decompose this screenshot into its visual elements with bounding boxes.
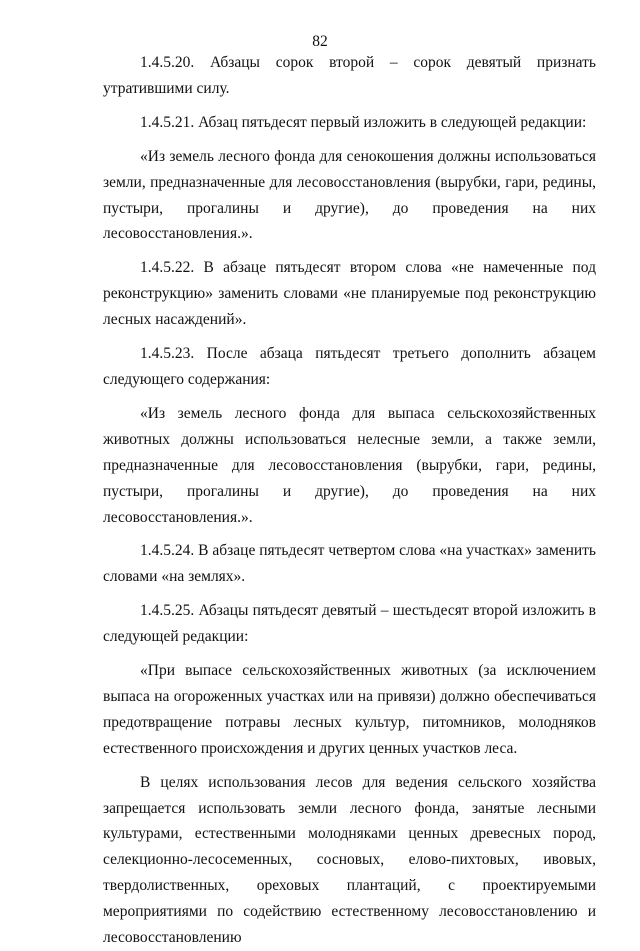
quoted-paragraph-haymaking: «Из земель лесного фонда для сенокошения должны использоваться земли, предназначенные для лесовосстановления (вырубки, гари, редины, пустыри, прогалины и другие), до проведения на них лесовосстановления.». xyxy=(103,147,596,243)
paragraph-agriculture-restrictions: В целях использования лесов для ведения сельского хозяйства запрещается использовать земли лесного фонда, занятые лесными культурами, естественными молодняками ценных древесных пород, селекционно-лесосеменных, сосновых, елово-пихтовых, ивовых, твердолиственных, ореховых плантаций, с проектируемыми мероприятиями по содействию естественному лесовосстановлению и лесовосстановлению xyxy=(103,773,596,947)
paragraph-1-4-5-22: 1.4.5.22. В абзаце пятьдесят втором слова «не намеченные под реконструкцию» заменить словами «не планируемые под реконструкцию лесных насаждений». xyxy=(103,259,596,329)
paragraph-1-4-5-23: 1.4.5.23. После абзаца пятьдесят третьего дополнить абзацем следующего содержания: xyxy=(103,345,596,388)
paragraph-1-4-5-21: 1.4.5.21. Абзац пятьдесят первый изложить в следующей редакции: xyxy=(140,113,587,131)
paragraph-1-4-5-20: 1.4.5.20. Абзацы сорок второй – сорок девятый признать утратившими силу. xyxy=(103,54,596,97)
page-number: 82 xyxy=(312,33,328,50)
quoted-paragraph-grazing: «Из земель лесного фонда для выпаса сельскохозяйственных животных должны использоваться нелесные земли, а также земли, предназначенные для лесовосстановления (вырубки, гари, редины, пустыри, прогалины и другие), до проведения на них лесовосстановления.». xyxy=(103,404,596,526)
paragraph-1-4-5-24: 1.4.5.24. В абзаце пятьдесят четвертом слова «на участках» заменить словами «на землях». xyxy=(103,542,596,586)
document-body xyxy=(103,50,596,951)
paragraph-1-4-5-25: 1.4.5.25. Абзацы пятьдесят девятый – шестьдесят второй изложить в следующей редакции: xyxy=(103,602,596,646)
quoted-paragraph-grazing-protection: «При выпасе сельскохозяйственных животных (за исключением выпаса на огороженных участках или на привязи) должно обеспечиваться предотвращение потравы лесных культур, питомников, молодняков естественного происхождения и других ценных участков леса. xyxy=(103,662,596,757)
